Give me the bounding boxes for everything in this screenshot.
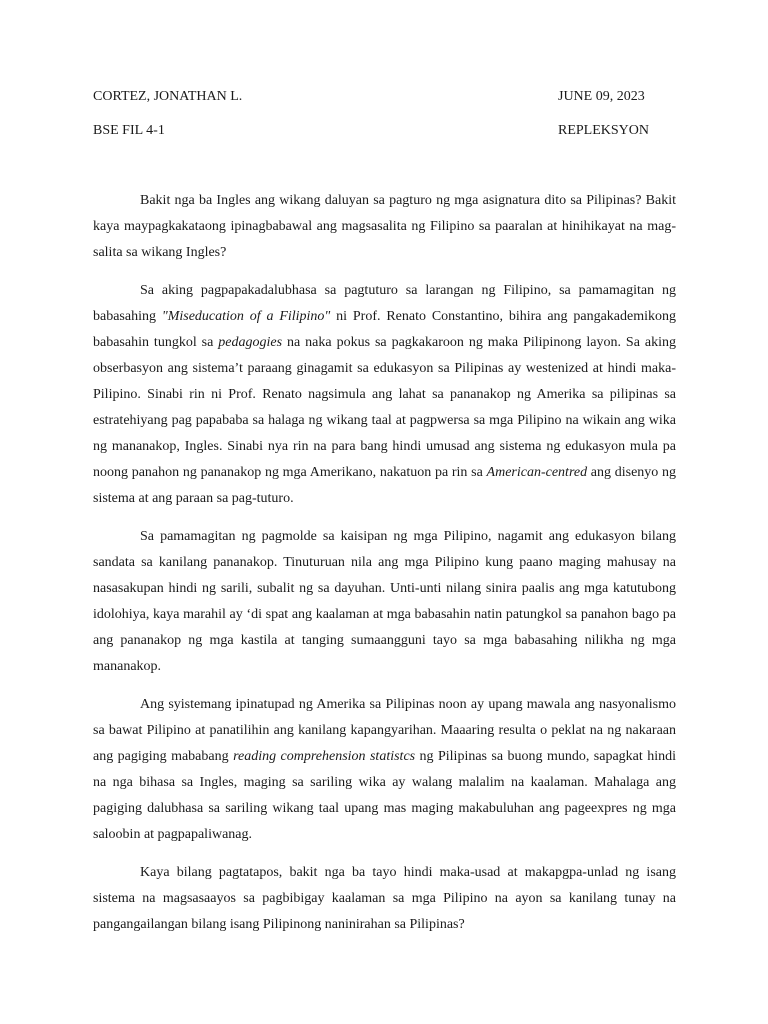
paragraph-1: Bakit nga ba Ingles ang wikang daluyan sa pagturo ng mga asignatura dito sa Pilipinas? Bakit kaya maypagkakataong ipinagbabawal ang magsasalita ng Filipino sa paaralan at hinihikayat na mag-salita sa wikang Ingles? bbox=[93, 193, 676, 260]
paragraph-2-text-2: ni Prof. Renato Constantino, bihira ang pangakademikong babasahin tungkol sa bbox=[93, 309, 677, 350]
paragraph-5: Kaya bilang pagtatapos, bakit nga ba tayo hindi maka-usad at makapgpa-unlad ng isang sistema na magsasaayos sa pagbibigay kaalaman sa mga Pilipino na ayon sa kanilang tunay na pangangailangan bilang isang Pilipinong naninirahan sa Pilipinas? bbox=[93, 865, 676, 932]
pedagogies-italic: pedagogies bbox=[218, 335, 283, 350]
paragraph-3: Sa pamamagitan ng pagmolde sa kaisipan ng mga Pilipino, nagamit ang edukasyon bilang sandata sa kanilang pananakop. Tinuturuan nila ang mga Pilipino kung paano maging mahusay na nasasakupan hindi ng sarili, subalit ng sa dayuhan. Unti-unti nilang sinira paalis ang mga katutubong idolohiya, kaya marahil ay ‘di spat ang kaalaman at mga babasahin natin patungkol sa panahon bago pa ang pananakop ng mga kastila at tanging sumaangguni tayo sa mga babasahing nilikha ng mga mananakop. bbox=[93, 529, 676, 674]
paragraph-4-text-1: Ang syistemang ipinatupad ng Amerika sa Pilipinas noon ay upang mawala ang nasyonalismo sa bawat Pilipino at panatilihin ang kanilang kapangyarihan. Maaaring resulta o peklat na ng nakaraan ang pagiging mababang bbox=[93, 697, 676, 764]
header-row-name-date bbox=[93, 87, 659, 107]
document-type: REPLEKSYON bbox=[558, 123, 650, 138]
header-row-section-type bbox=[93, 121, 659, 141]
american-centred-italic: American-centred bbox=[486, 465, 588, 480]
paragraph-2 bbox=[93, 278, 676, 512]
paragraph-2-text-1: Sa aking pagpapakadalubhasa sa pagtuturo sa larangan ng Filipino, sa pamamagitan ng babasahing bbox=[93, 283, 676, 324]
book-title-italic: "Miseducation of a Filipino" bbox=[161, 309, 331, 324]
paragraph-2-text-4: ang disenyo ng sistema at ang paraan sa pag-tuturo. bbox=[93, 465, 677, 506]
paragraph-4-text-2: ng Pilipinas sa buong mundo, sapagkat hindi na nga bihasa sa Ingles, maging sa sariling wika ay walang malalim na kaalaman. Mahalaga ang pagiging dalubhasa sa sariling wikang taal upang mas maging makabuluhan ang pageexpres ng mga saloobin at pagpapaliwanag. bbox=[93, 749, 676, 842]
class-section: BSE FIL 4-1 bbox=[93, 123, 165, 138]
reading-comprehension-italic: reading comprehension statistcs bbox=[233, 749, 416, 764]
reflection-body bbox=[93, 188, 676, 950]
paragraph-4 bbox=[93, 692, 676, 848]
document-date: JUNE 09, 2023 bbox=[558, 89, 645, 104]
author-name: CORTEZ, JONATHAN L. bbox=[93, 89, 243, 104]
paragraph-2-text-3: na naka pokus sa pagkakaroon ng maka Pilipinong layon. Sa aking obserbasyon ang sistema’t paraang ginagamit sa edukasyon sa Pilipinas ay westenized at hindi maka-Pilipino. Sinabi rin ni Prof. Renato nagsimula ang lahat sa pananakop ng Amerika sa pilipinas sa estratehiyang pag papababa sa halaga ng wikang taal at pagpwersa sa mga Pilipino na wikain ang wika ng mananakop, Ingles. Sinabi nya rin na para bang hindi umusad ang sistema ng edukasyon mula pa noong panahon ng pananakop ng mga Amerikano, nakatuon pa rin sa bbox=[93, 335, 676, 480]
